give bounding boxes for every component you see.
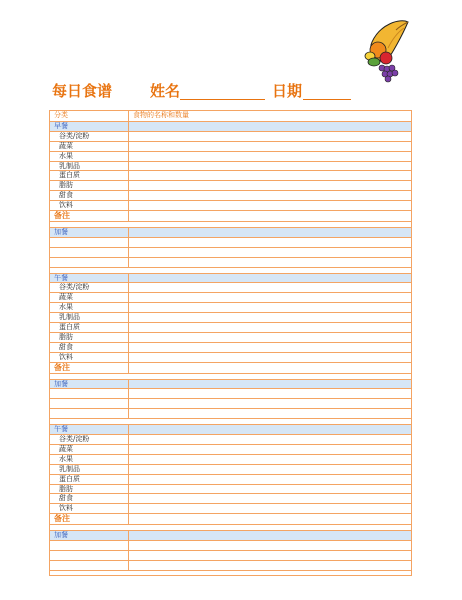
food-category-row xyxy=(49,190,412,200)
column-divider xyxy=(128,162,129,171)
food-category-row xyxy=(49,312,412,322)
column-divider xyxy=(128,323,129,332)
column-divider xyxy=(128,455,129,464)
food-column-header: 食物的名称和数量 xyxy=(133,111,189,119)
name-field[interactable] xyxy=(180,99,265,100)
food-category-row xyxy=(49,474,412,484)
food-entry-field[interactable] xyxy=(131,201,411,210)
meal-label: 加餐 xyxy=(54,379,68,388)
column-divider xyxy=(128,531,129,540)
food-category-label: 脂肪 xyxy=(59,332,73,341)
food-category-row xyxy=(49,302,412,312)
meal-section-row xyxy=(49,424,412,434)
column-divider xyxy=(128,191,129,200)
column-divider xyxy=(128,399,129,408)
meal-section-row xyxy=(49,227,412,237)
food-entry-field[interactable] xyxy=(131,132,411,141)
meal-label: 午餐 xyxy=(54,273,68,282)
food-category-row xyxy=(49,493,412,503)
food-category-label: 蔬菜 xyxy=(59,141,73,150)
meal-section-row xyxy=(49,121,412,131)
food-category-label: 饮料 xyxy=(59,352,73,361)
food-category-label: 甜食 xyxy=(59,191,73,200)
food-category-row xyxy=(49,282,412,292)
column-divider xyxy=(128,485,129,494)
food-category-label: 乳制品 xyxy=(59,313,80,322)
food-category-label: 蛋白质 xyxy=(59,171,80,180)
food-category-label: 水果 xyxy=(59,454,73,463)
food-category-row xyxy=(49,151,412,161)
food-category-label: 饮料 xyxy=(59,201,73,210)
snack-entry-row xyxy=(49,398,412,408)
food-category-row xyxy=(49,292,412,302)
meal-label: 加餐 xyxy=(54,228,68,237)
column-divider xyxy=(128,561,129,570)
column-divider xyxy=(128,504,129,513)
column-divider xyxy=(128,363,129,373)
snack-entry-row xyxy=(49,560,412,570)
column-divider xyxy=(128,303,129,312)
cornucopia-icon xyxy=(360,14,412,84)
meal-section-row xyxy=(49,379,412,389)
column-divider xyxy=(128,343,129,352)
notes-label: 备注 xyxy=(54,361,70,372)
snack-entry-row xyxy=(49,247,412,257)
food-entry-field[interactable] xyxy=(131,343,411,352)
food-entry-field[interactable] xyxy=(131,445,411,454)
food-entry-field[interactable] xyxy=(131,323,411,332)
meal-section-row xyxy=(49,530,412,540)
snack-entry-row xyxy=(49,540,412,550)
food-category-label: 甜食 xyxy=(59,494,73,503)
diet-table xyxy=(49,110,412,576)
food-entry-field[interactable] xyxy=(131,465,411,474)
food-category-row xyxy=(49,444,412,454)
food-entry-field[interactable] xyxy=(131,162,411,171)
food-category-row xyxy=(49,464,412,474)
food-entry-field[interactable] xyxy=(131,248,411,257)
column-divider xyxy=(128,541,129,550)
notes-label: 备注 xyxy=(54,513,70,524)
column-divider xyxy=(128,409,129,418)
food-entry-field[interactable] xyxy=(131,142,411,151)
column-divider xyxy=(128,142,129,151)
column-divider xyxy=(128,465,129,474)
food-entry-field[interactable] xyxy=(131,435,411,444)
column-divider xyxy=(128,111,129,121)
column-divider xyxy=(128,293,129,302)
food-category-row xyxy=(49,131,412,141)
notes-row xyxy=(49,362,412,373)
food-entry-field[interactable] xyxy=(131,551,411,560)
food-category-label: 甜食 xyxy=(59,342,73,351)
food-entry-field[interactable] xyxy=(131,211,411,221)
column-divider xyxy=(128,181,129,190)
meal-label: 午餐 xyxy=(54,425,68,434)
food-category-row xyxy=(49,161,412,171)
food-category-label: 乳制品 xyxy=(59,464,80,473)
food-entry-field[interactable] xyxy=(131,283,411,292)
food-category-row xyxy=(49,454,412,464)
column-divider xyxy=(128,248,129,257)
food-category-row xyxy=(49,352,412,362)
food-category-label: 饮料 xyxy=(59,504,73,513)
meal-section-row xyxy=(49,273,412,283)
notes-row xyxy=(49,513,412,524)
column-divider xyxy=(128,551,129,560)
food-category-label: 蛋白质 xyxy=(59,474,80,483)
column-divider xyxy=(128,475,129,484)
food-entry-field[interactable] xyxy=(131,504,411,513)
column-divider xyxy=(128,201,129,210)
name-label: 姓名 xyxy=(150,82,181,100)
food-category-label: 蔬菜 xyxy=(59,293,73,302)
meal-label: 早餐 xyxy=(54,122,68,130)
food-entry-field[interactable] xyxy=(131,333,411,342)
column-divider xyxy=(128,258,129,267)
column-divider xyxy=(128,211,129,221)
column-divider xyxy=(128,152,129,161)
food-entry-field[interactable] xyxy=(131,258,411,267)
column-divider xyxy=(128,494,129,503)
food-entry-field[interactable] xyxy=(131,293,411,302)
snack-entry-row xyxy=(49,550,412,560)
column-divider xyxy=(128,389,129,398)
table-header-row xyxy=(49,110,412,121)
food-entry-field[interactable] xyxy=(131,353,411,362)
food-category-label: 乳制品 xyxy=(59,161,80,170)
page-title: 每日食谱 xyxy=(52,82,113,100)
food-category-row xyxy=(49,170,412,180)
food-category-label: 蔬菜 xyxy=(59,444,73,453)
date-label: 日期 xyxy=(272,82,303,100)
food-entry-field[interactable] xyxy=(131,152,411,161)
food-entry-field[interactable] xyxy=(131,181,411,190)
food-entry-field[interactable] xyxy=(131,171,411,180)
column-divider xyxy=(128,283,129,292)
snack-entry-row xyxy=(49,237,412,247)
food-category-label: 谷类/淀粉 xyxy=(59,131,90,140)
food-entry-field[interactable] xyxy=(131,191,411,200)
food-category-row xyxy=(49,200,412,210)
food-entry-field[interactable] xyxy=(131,494,411,503)
food-category-row xyxy=(49,322,412,332)
column-divider xyxy=(128,435,129,444)
column-divider xyxy=(128,445,129,454)
meal-label: 加餐 xyxy=(54,531,68,540)
category-column-header: 分类 xyxy=(54,111,68,119)
food-entry-field[interactable] xyxy=(131,363,411,373)
food-entry-field[interactable] xyxy=(131,485,411,494)
column-divider xyxy=(128,228,129,237)
food-category-row xyxy=(49,434,412,444)
food-entry-field[interactable] xyxy=(131,303,411,312)
column-divider xyxy=(128,132,129,141)
food-category-label: 蛋白质 xyxy=(59,323,80,332)
food-entry-field[interactable] xyxy=(131,475,411,484)
column-divider xyxy=(128,380,129,389)
food-entry-field[interactable] xyxy=(131,313,411,322)
snack-entry-row xyxy=(49,257,412,267)
column-divider xyxy=(128,353,129,362)
food-category-row xyxy=(49,332,412,342)
spacer-row xyxy=(49,570,412,576)
food-category-row xyxy=(49,484,412,494)
notes-label: 备注 xyxy=(54,210,70,221)
food-entry-field[interactable] xyxy=(131,238,411,247)
food-category-row xyxy=(49,180,412,190)
column-divider xyxy=(128,313,129,322)
food-entry-field[interactable] xyxy=(131,561,411,570)
food-entry-field[interactable] xyxy=(131,514,411,524)
column-divider xyxy=(128,171,129,180)
food-category-row xyxy=(49,503,412,513)
column-divider xyxy=(128,514,129,524)
food-entry-field[interactable] xyxy=(131,409,411,418)
column-divider xyxy=(128,333,129,342)
food-category-label: 脂肪 xyxy=(59,181,73,190)
date-field[interactable] xyxy=(303,99,351,100)
food-category-label: 水果 xyxy=(59,303,73,312)
column-divider xyxy=(128,425,129,434)
snack-entry-row xyxy=(49,388,412,398)
notes-row xyxy=(49,210,412,221)
food-entry-field[interactable] xyxy=(131,389,411,398)
food-entry-field[interactable] xyxy=(131,541,411,550)
column-divider xyxy=(128,274,129,283)
food-category-label: 谷类/淀粉 xyxy=(59,435,90,444)
food-category-label: 谷类/淀粉 xyxy=(59,283,90,292)
food-category-row xyxy=(49,342,412,352)
food-category-label: 脂肪 xyxy=(59,484,73,493)
column-divider xyxy=(128,238,129,247)
food-entry-field[interactable] xyxy=(131,455,411,464)
food-entry-field[interactable] xyxy=(131,399,411,408)
snack-entry-row xyxy=(49,408,412,418)
food-category-label: 水果 xyxy=(59,151,73,160)
column-divider xyxy=(128,122,129,131)
food-category-row xyxy=(49,141,412,151)
